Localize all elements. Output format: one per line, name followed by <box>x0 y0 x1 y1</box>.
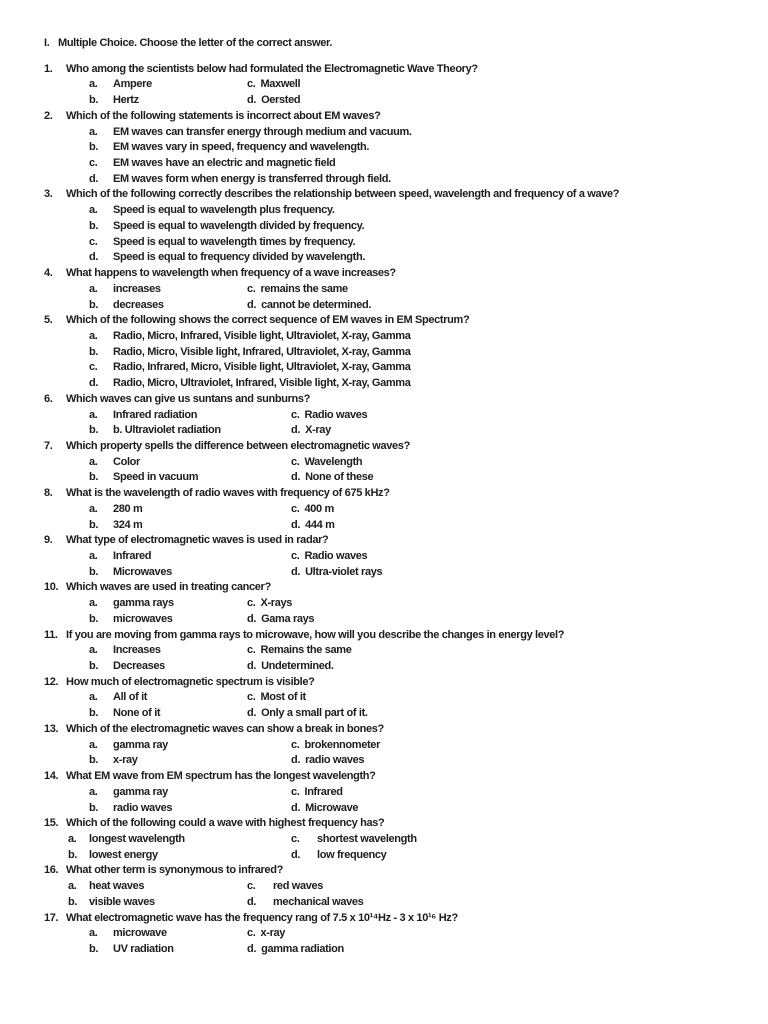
option-row <box>89 282 682 298</box>
option-row <box>89 345 682 361</box>
option-text: EM waves have an electric and magnetic field <box>113 157 336 170</box>
question-item <box>44 533 744 580</box>
option-letter: b. <box>89 424 99 437</box>
option-letter: d. <box>247 942 257 955</box>
question-body <box>66 533 682 580</box>
option-text: x-ray <box>113 754 138 767</box>
question-number: 2. <box>44 109 53 122</box>
question-number: 11. <box>44 628 58 641</box>
option-letter: a. <box>89 502 98 515</box>
option-letter: c. <box>247 282 256 295</box>
option-text: Increases <box>113 644 161 657</box>
option-letter: a. <box>89 785 98 798</box>
option-text: shortest wavelength <box>317 832 417 845</box>
option-text: None of it <box>113 707 161 720</box>
option-text: Radio waves <box>304 408 368 421</box>
option-col2 <box>247 77 300 93</box>
option-letter: b. <box>89 754 99 767</box>
option-letter: d. <box>89 251 99 264</box>
option-text: X-ray <box>305 424 331 437</box>
question-text: Which property spells the difference between electromagnetic waves? <box>66 439 410 452</box>
option-text: gamma radiation <box>261 942 344 955</box>
option-text: gamma rays <box>113 597 174 610</box>
option-group <box>89 408 682 439</box>
option-letter: d. <box>291 471 301 484</box>
option-row <box>68 848 682 864</box>
option-text: 280 m <box>113 502 143 515</box>
option-letter: a. <box>89 408 98 421</box>
option-letter: d. <box>89 172 99 185</box>
option-row <box>89 942 682 958</box>
option-row <box>89 549 682 565</box>
option-letter: a. <box>68 832 77 845</box>
option-text: Infrared <box>113 550 152 562</box>
option-col2 <box>247 895 363 911</box>
option-group <box>89 738 682 769</box>
option-letter: b. <box>89 518 99 531</box>
option-letter: c. <box>247 597 256 610</box>
question-item <box>44 911 744 958</box>
option-letter: d. <box>89 377 99 390</box>
question-text: What type of electromagnetic waves is used in radar? <box>66 534 329 547</box>
option-col2 <box>291 470 373 486</box>
option-text: cannot be determined. <box>261 298 372 311</box>
option-text: radio waves <box>305 754 365 767</box>
option-text: lowest energy <box>89 848 158 861</box>
option-text: 444 m <box>305 518 335 531</box>
option-text: decreases <box>113 298 164 311</box>
option-text: EM waves vary in speed, frequency and wavelength. <box>113 141 370 154</box>
question-body <box>66 580 682 627</box>
option-text: X-rays <box>260 597 293 610</box>
option-text: gamma ray <box>113 785 168 798</box>
option-letter: a. <box>89 329 98 342</box>
option-col2 <box>291 848 386 864</box>
option-col2 <box>291 502 334 518</box>
option-group <box>89 77 682 108</box>
option-text: Color <box>113 455 140 468</box>
option-text: Ampere <box>113 78 152 91</box>
option-letter: c. <box>247 644 256 657</box>
option-text: EM waves can transfer energy through medium and vacuum. <box>113 125 412 138</box>
option-text: Radio waves <box>304 550 368 562</box>
option-letter: c. <box>291 832 300 845</box>
option-letter: d. <box>247 660 257 673</box>
option-text: microwaves <box>113 612 173 625</box>
option-letter: d. <box>291 848 301 861</box>
option-letter: c. <box>89 157 98 170</box>
option-text: EM waves form when energy is transferred through field. <box>113 172 391 185</box>
question-item <box>44 62 744 109</box>
option-row <box>68 879 682 895</box>
option-text: x-ray <box>260 927 286 940</box>
option-row <box>89 502 682 518</box>
question-number: 10. <box>44 581 59 594</box>
option-row <box>89 250 682 266</box>
option-row <box>89 753 682 769</box>
option-col2 <box>247 612 314 628</box>
question-number: 4. <box>44 267 53 280</box>
option-group <box>89 643 682 674</box>
option-text: Microwave <box>305 801 359 814</box>
option-row <box>89 706 682 722</box>
question-text: What is the wavelength of radio waves with frequency of 675 kHz? <box>66 487 390 500</box>
option-letter: a. <box>89 597 98 610</box>
option-group <box>89 282 682 313</box>
option-letter: a. <box>89 738 98 751</box>
option-row <box>89 360 682 376</box>
option-col2 <box>291 801 358 817</box>
option-text: Infrared <box>304 785 343 798</box>
question-text: If you are moving from gamma rays to microwave, how will you describe the changes in energy level? <box>66 628 565 641</box>
option-group <box>68 832 682 863</box>
option-group <box>89 926 682 957</box>
option-group <box>89 596 682 627</box>
question-text: Which waves are used in treating cancer? <box>66 581 271 594</box>
option-col2 <box>247 706 368 722</box>
option-col2 <box>247 282 348 298</box>
option-row <box>89 219 682 235</box>
question-number: 15. <box>44 817 59 830</box>
question-text: What electromagnetic wave has the frequency rang of 7.5 x 10¹⁴Hz - 3 x 10¹⁶ Hz? <box>66 911 458 924</box>
option-col2 <box>291 832 417 848</box>
option-text: gamma ray <box>113 738 168 751</box>
option-letter: d. <box>291 565 301 578</box>
question-number: 14. <box>44 770 59 783</box>
option-text: Gama rays <box>261 612 315 625</box>
option-text: heat waves <box>89 880 145 893</box>
option-text: Remains the same <box>260 644 352 657</box>
option-letter: a. <box>89 644 98 657</box>
option-text: 400 m <box>304 502 334 515</box>
option-text: longest wavelength <box>89 832 185 845</box>
option-letter: b. <box>89 141 99 154</box>
option-letter: a. <box>68 880 77 893</box>
option-letter: d. <box>247 895 257 908</box>
question-number: 13. <box>44 722 59 735</box>
option-col2 <box>291 785 343 801</box>
section-heading-text: Multiple Choice. Choose the letter of the correct answer. <box>58 37 333 49</box>
option-col2 <box>247 879 323 895</box>
question-body <box>66 863 682 910</box>
option-text: brokennometer <box>304 738 381 751</box>
option-text: visible waves <box>89 895 155 908</box>
question-number: 17. <box>44 911 59 924</box>
option-text: Most of it <box>260 691 306 704</box>
option-col2 <box>291 565 382 581</box>
option-col2 <box>247 596 292 612</box>
question-number: 5. <box>44 314 53 327</box>
option-letter: c. <box>247 880 256 893</box>
option-letter: b. <box>68 895 78 908</box>
option-letter: b. <box>89 707 99 720</box>
option-letter: b. <box>89 565 99 578</box>
question-text: How much of electromagnetic spectrum is visible? <box>66 675 315 688</box>
option-group <box>89 125 682 188</box>
question-body <box>66 439 682 486</box>
option-text: Radio, Micro, Infrared, Visible light, Ultraviolet, X-ray, Gamma <box>113 329 411 342</box>
question-body <box>66 486 682 533</box>
question-text: Which of the following statements is incorrect about EM waves? <box>66 109 381 122</box>
option-letter: a. <box>89 455 98 468</box>
question-text: What other term is synonymous to infrared? <box>66 864 283 877</box>
option-letter: d. <box>247 94 257 107</box>
question-body <box>66 62 682 109</box>
option-col2 <box>247 942 344 958</box>
option-col2 <box>247 93 300 109</box>
question-number: 3. <box>44 188 53 201</box>
option-row <box>89 785 682 801</box>
option-row <box>89 470 682 486</box>
question-item <box>44 109 744 188</box>
option-letter: c. <box>89 361 98 374</box>
option-row <box>89 596 682 612</box>
option-row <box>89 376 682 392</box>
option-text: Radio, Micro, Visible light, Infrared, Ultraviolet, X-ray, Gamma <box>113 345 411 358</box>
option-text: increases <box>113 282 161 295</box>
question-item <box>44 439 744 486</box>
option-group <box>89 549 682 580</box>
question-number: 7. <box>44 439 53 452</box>
option-row <box>89 125 682 141</box>
option-text: 324 m <box>113 518 143 531</box>
option-group <box>89 203 682 266</box>
option-letter: c. <box>247 691 256 704</box>
question-item <box>44 722 744 769</box>
option-text: Speed in vacuum <box>113 471 199 484</box>
question-body <box>66 266 682 313</box>
option-col2 <box>247 643 351 659</box>
option-text: Wavelength <box>304 455 363 468</box>
question-list <box>44 62 744 958</box>
option-row <box>89 235 682 251</box>
option-row <box>89 77 682 93</box>
question-text: Who among the scientists below had formulated the Electromagnetic Wave Theory? <box>66 62 478 75</box>
question-body <box>66 187 682 266</box>
option-letter: b. <box>89 298 99 311</box>
option-letter: a. <box>89 204 98 217</box>
question-item <box>44 580 744 627</box>
option-text: Infrared radiation <box>113 408 198 421</box>
option-letter: d. <box>291 518 301 531</box>
option-letter: b. <box>89 219 99 232</box>
option-letter: b. <box>89 94 99 107</box>
option-letter: b. <box>89 345 99 358</box>
option-letter: a. <box>89 550 98 562</box>
option-letter: c. <box>291 738 300 751</box>
question-text: Which of the following correctly describes the relationship between speed, wavelength and frequency of a wave? <box>66 188 620 201</box>
question-body <box>66 392 682 439</box>
option-text: Radio, Infrared, Micro, Visible light, Ultraviolet, X-ray, Gamma <box>113 361 411 374</box>
option-group <box>89 690 682 721</box>
option-row <box>89 329 682 345</box>
question-item <box>44 816 744 863</box>
option-col2 <box>291 455 362 471</box>
option-text: microwave <box>113 927 167 940</box>
option-row <box>89 93 682 109</box>
option-col2 <box>247 926 285 942</box>
question-text: What EM wave from EM spectrum has the longest wavelength? <box>66 770 376 783</box>
option-letter: d. <box>291 754 301 767</box>
option-letter: b. <box>68 848 78 861</box>
question-body <box>66 722 682 769</box>
question-item <box>44 486 744 533</box>
option-row <box>89 659 682 675</box>
question-number: 9. <box>44 534 53 547</box>
option-group <box>89 455 682 486</box>
option-row <box>89 423 682 439</box>
option-text: remains the same <box>260 282 348 295</box>
option-letter: a. <box>89 125 98 138</box>
option-text: Speed is equal to wavelength divided by frequency. <box>113 219 365 232</box>
option-row <box>89 690 682 706</box>
option-row <box>89 801 682 817</box>
option-col2 <box>247 690 306 706</box>
option-letter: a. <box>89 282 98 295</box>
option-letter: c. <box>291 550 300 562</box>
option-group <box>89 502 682 533</box>
option-text: None of these <box>305 471 374 484</box>
option-letter: b. <box>89 660 99 673</box>
option-row <box>89 926 682 942</box>
question-number: 12. <box>44 675 59 688</box>
option-text: Hertz <box>113 94 139 107</box>
option-letter: a. <box>89 78 98 91</box>
question-item <box>44 266 744 313</box>
option-text: red waves <box>273 880 324 893</box>
option-text: Oersted <box>261 94 301 107</box>
option-text: UV radiation <box>113 942 174 955</box>
question-text: Which of the following could a wave with highest frequency has? <box>66 817 385 830</box>
question-body <box>66 816 682 863</box>
question-text: Which of the following shows the correct sequence of EM waves in EM Spectrum? <box>66 314 470 327</box>
question-item <box>44 628 744 675</box>
option-text: b. Ultraviolet radiation <box>113 424 221 437</box>
option-text: Radio, Micro, Ultraviolet, Infrared, Visible light, X-ray, Gamma <box>113 377 411 390</box>
question-item <box>44 769 744 816</box>
question-body <box>66 675 682 722</box>
option-row <box>89 203 682 219</box>
question-item <box>44 675 744 722</box>
option-group <box>68 879 682 910</box>
question-number: 1. <box>44 62 53 75</box>
option-text: Undetermined. <box>261 660 334 673</box>
option-letter: c. <box>291 785 300 798</box>
option-col2 <box>291 738 380 754</box>
option-row <box>89 298 682 314</box>
option-letter: d. <box>247 612 257 625</box>
question-text: Which of the electromagnetic waves can show a break in bones? <box>66 722 384 735</box>
option-row <box>89 565 682 581</box>
option-text: Speed is equal to frequency divided by wavelength. <box>113 251 366 264</box>
question-item <box>44 313 744 392</box>
option-text: mechanical waves <box>273 895 364 908</box>
option-row <box>89 738 682 754</box>
option-text: low frequency <box>317 848 387 861</box>
option-letter: c. <box>291 502 300 515</box>
option-text: Speed is equal to wavelength times by frequency. <box>113 235 356 248</box>
option-letter: c. <box>89 235 98 248</box>
option-row <box>68 832 682 848</box>
option-text: Only a small part of it. <box>261 707 368 720</box>
option-letter: c. <box>291 455 300 468</box>
option-letter: b. <box>89 612 99 625</box>
question-number: 16. <box>44 864 59 877</box>
option-row <box>89 408 682 424</box>
question-body <box>66 911 682 958</box>
option-letter: b. <box>89 801 99 814</box>
option-letter: c. <box>247 78 256 91</box>
option-group <box>89 785 682 816</box>
option-row <box>89 455 682 471</box>
option-row <box>89 612 682 628</box>
option-col2 <box>291 408 367 424</box>
option-col2 <box>247 298 371 314</box>
option-letter: c. <box>247 927 256 940</box>
option-col2 <box>247 659 334 675</box>
question-item <box>44 863 744 910</box>
option-row <box>89 643 682 659</box>
option-row <box>89 518 682 534</box>
option-row <box>68 895 682 911</box>
option-group <box>89 329 682 392</box>
question-number: 6. <box>44 392 53 405</box>
option-letter: d. <box>247 298 257 311</box>
question-item <box>44 187 744 266</box>
option-letter: d. <box>291 424 301 437</box>
section-heading <box>44 36 744 52</box>
option-letter: a. <box>89 691 98 704</box>
option-text: Microwaves <box>113 565 172 578</box>
question-body <box>66 313 682 392</box>
option-text: radio waves <box>113 801 173 814</box>
option-text: Speed is equal to wavelength plus frequency. <box>113 204 335 217</box>
option-col2 <box>291 423 331 439</box>
question-body <box>66 628 682 675</box>
option-col2 <box>291 518 335 534</box>
option-letter: b. <box>89 942 99 955</box>
question-text: Which waves can give us suntans and sunburns? <box>66 392 311 405</box>
option-text: Ultra-violet rays <box>305 565 383 578</box>
option-letter: a. <box>89 927 98 940</box>
option-row <box>89 140 682 156</box>
option-letter: b. <box>89 471 99 484</box>
question-body <box>66 769 682 816</box>
question-item <box>44 392 744 439</box>
option-letter: d. <box>291 801 301 814</box>
question-number: 8. <box>44 487 53 500</box>
option-text: All of it <box>113 691 148 704</box>
option-text: Maxwell <box>260 78 301 91</box>
option-col2 <box>291 549 367 565</box>
option-letter: c. <box>291 408 300 421</box>
section-numeral: I. <box>44 37 50 49</box>
option-row <box>89 172 682 188</box>
option-letter: d. <box>247 707 257 720</box>
question-body <box>66 109 682 188</box>
option-col2 <box>291 753 364 769</box>
option-text: Decreases <box>113 660 165 673</box>
question-text: What happens to wavelength when frequency of a wave increases? <box>66 267 396 280</box>
option-row <box>89 156 682 172</box>
